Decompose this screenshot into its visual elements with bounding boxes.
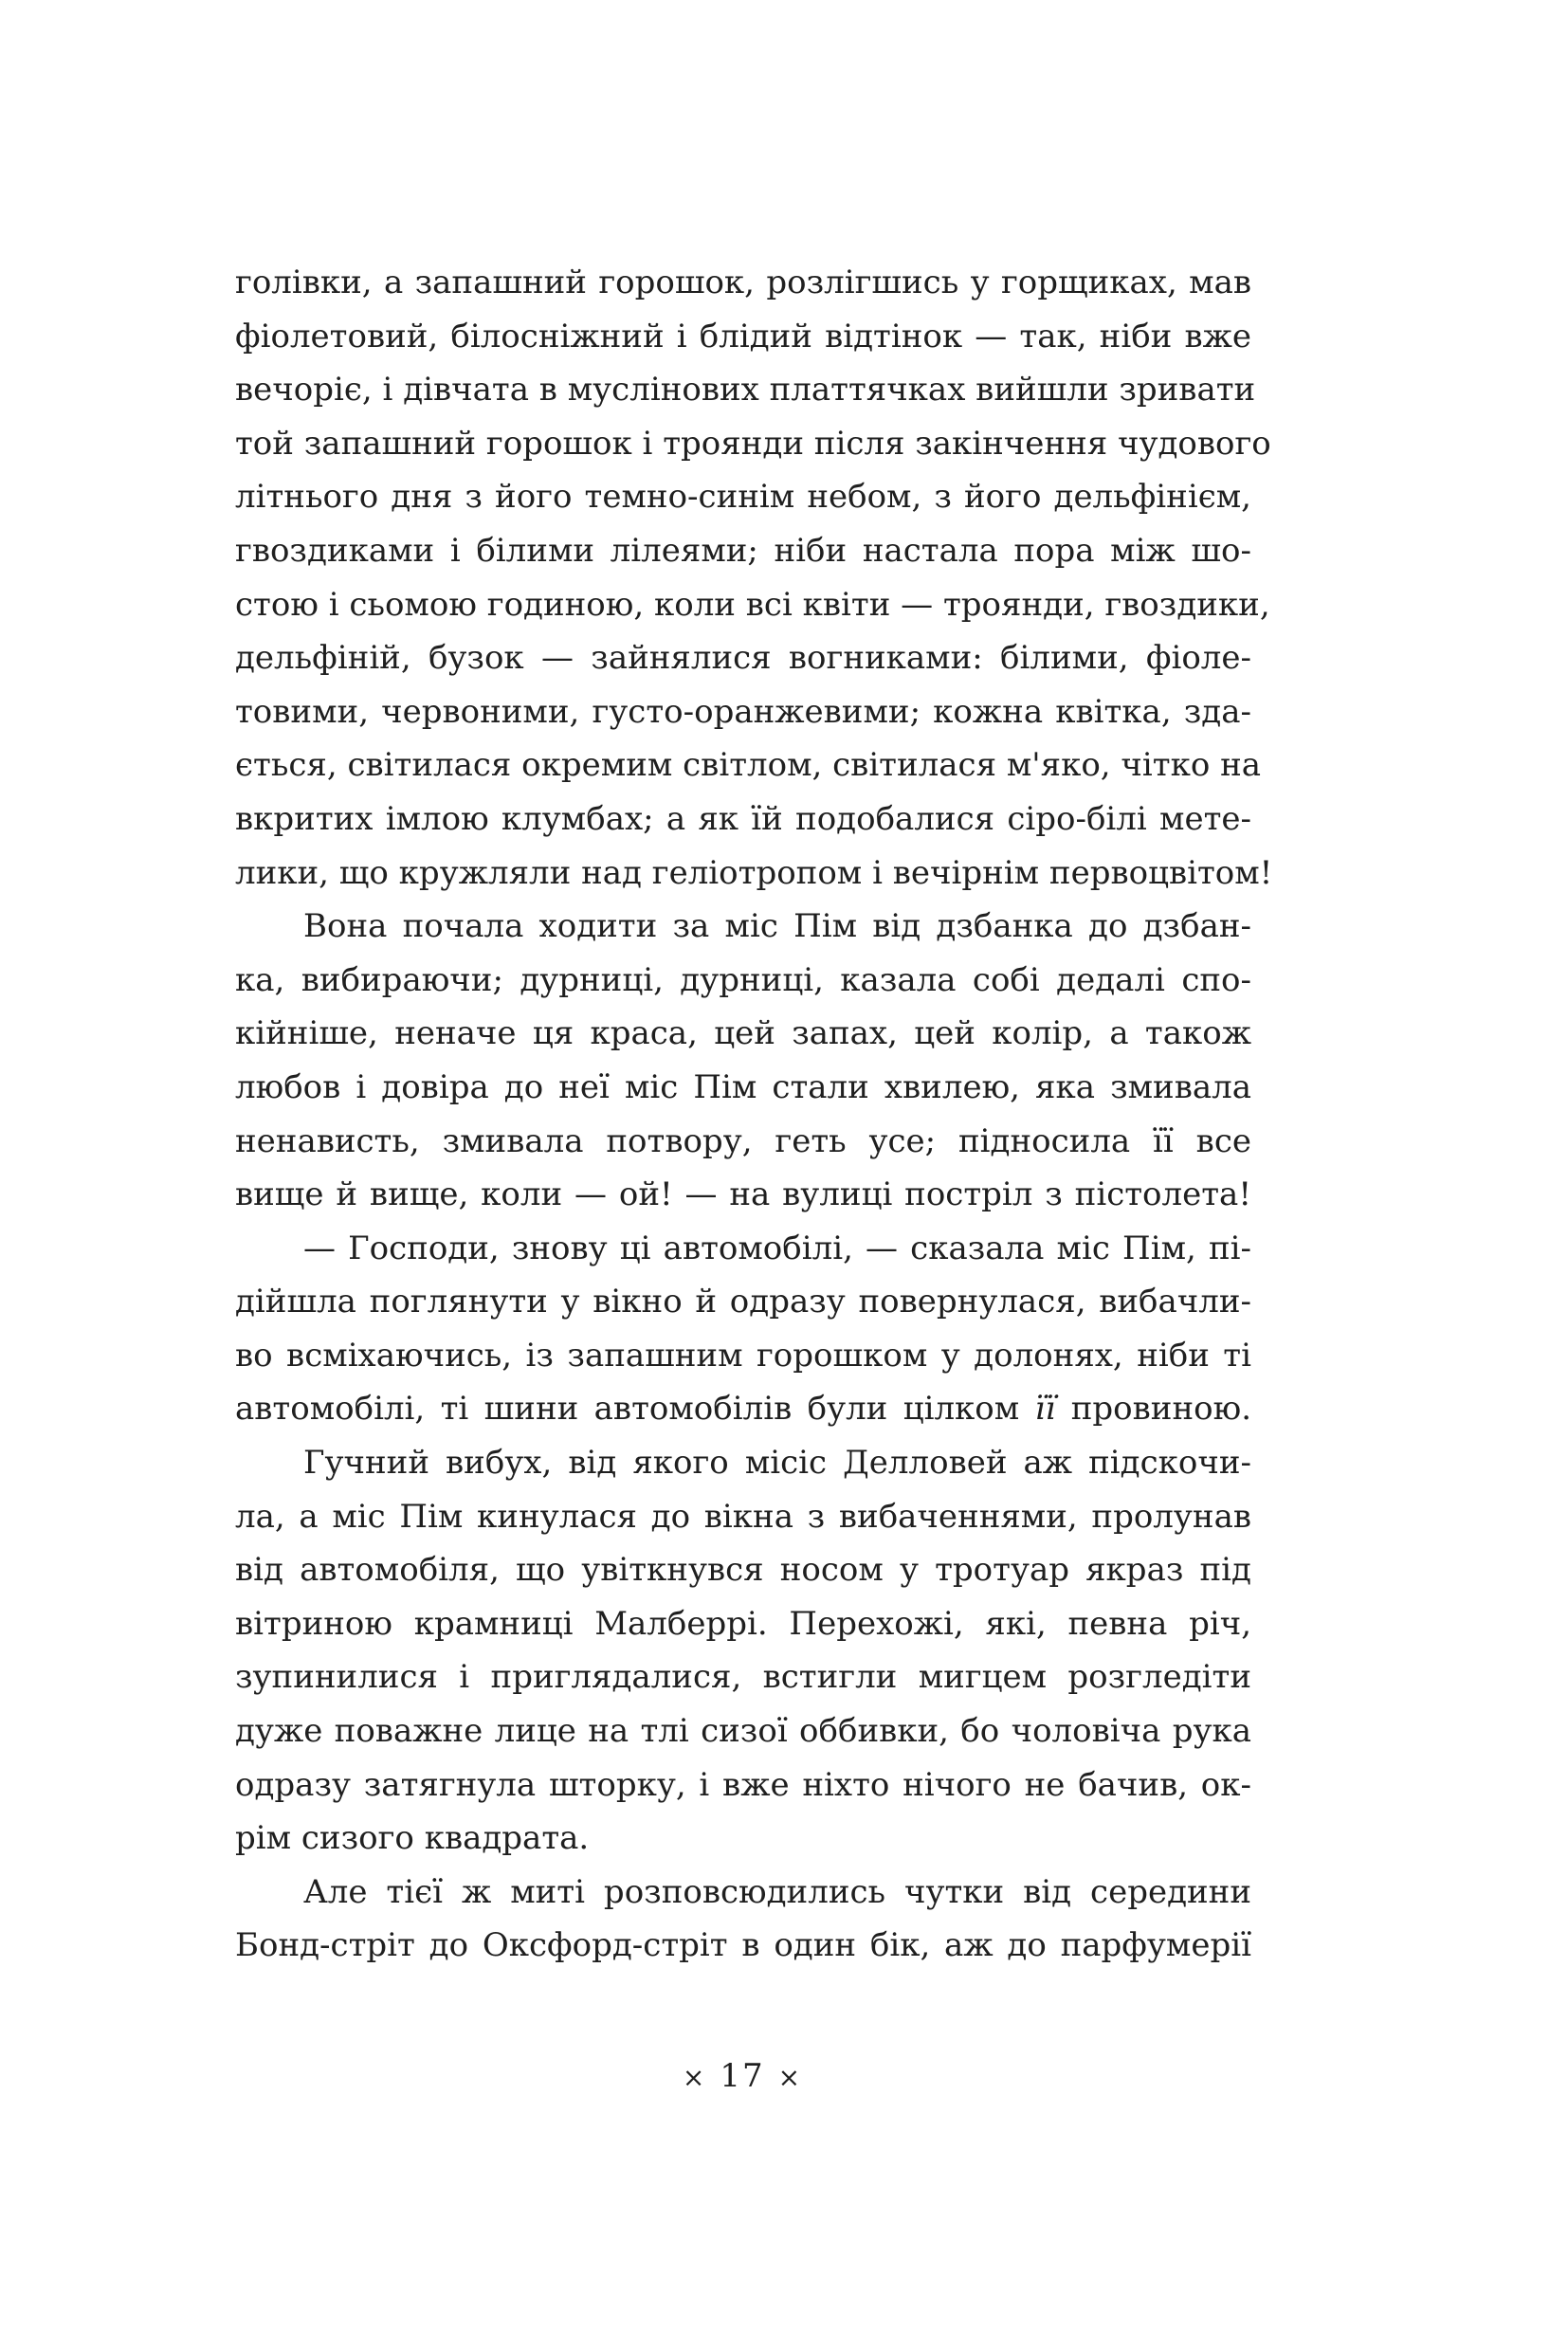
paragraph-start-line: Гучний вибух, від якого місіс Делловей аж підскочи- [303, 1444, 1251, 1483]
text-line: вище й вище, коли — ой! — на вулиці постріл з пістолета! [235, 1175, 1251, 1214]
text-line: від автомобіля, що увіткнувся носом у тротуар якраз під [235, 1551, 1251, 1590]
text-line: лики, що кружляли над геліотропом і вечірнім первоцвітом! [235, 853, 1273, 892]
text-line: любов і довіра до неї міс Пім стали хвилею, яка змивала [235, 1067, 1251, 1106]
text-line: вкритих імлою клумбах; а як їй подобалися сіро-білі мете- [235, 799, 1251, 838]
line-tail: провиною. [1055, 1390, 1251, 1429]
text-line: ла, а міс Пім кинулася до вікна з вибаченнями, пролунав [235, 1497, 1251, 1536]
text-line: кійніше, неначе ця краса, цей запах, цей колір, а також [235, 1014, 1251, 1053]
text-line: стою і сьомою годиною, коли всі квіти — троянди, гвоздики, [235, 585, 1270, 624]
text-line: одразу затягнула шторку, і вже ніхто нічого не бачив, ок- [235, 1765, 1251, 1804]
body-text [235, 256, 1273, 1973]
paragraph-start-line: Але тієї ж миті розповсюдились чутки від середини [303, 1872, 1251, 1911]
ornament-right-icon: × [777, 2062, 803, 2093]
text-line: голівки, а запашний горошок, розлігшись у горщиках, мав [235, 264, 1251, 301]
text-line: ненависть, змивала потвору, геть усе; підносила її все [235, 1121, 1251, 1160]
text-line: зупинилися і приглядалися, встигли мигцем розгледіти [235, 1658, 1251, 1697]
text-line: дуже поважне лице на тлі сизої оббивки, бо чоловіча рука [235, 1712, 1251, 1751]
dialogue-line: — Господи, знову ці автомобілі, — сказала міс Пім, пі- [303, 1229, 1251, 1267]
line-text: автомобілі, ті шини автомобілів були цілком [235, 1390, 1020, 1429]
text-line: Бонд-стріт до Оксфорд-стріт в один бік, аж до парфумерії [235, 1926, 1251, 1965]
text-line: вітриною крамниці Малберрі. Перехожі, які, певна річ, [235, 1604, 1251, 1643]
paragraph-start-line: Вона почала ходити за міс Пім від дзбанка до дзбан- [303, 907, 1251, 946]
italic-word: її [1034, 1390, 1056, 1429]
page-number-footer [0, 2057, 1485, 2095]
text-line: фіолетовий, білосніжний і блідий відтінок — так, ніби вже [235, 317, 1251, 355]
text-line-with-italic [235, 1382, 1251, 1436]
text-line: дійшла поглянути у вікно й одразу повернулася, вибачли- [235, 1283, 1251, 1321]
text-line: той запашний горошок і троянди після закінчення чудового [235, 424, 1271, 463]
text-line: рім сизого квадрата. [235, 1819, 590, 1858]
text-line: вечоріє, і дівчата в муслінових платтячках вийшли зривати [235, 371, 1256, 410]
text-line: во всміхаючись, із запашним горошком у долонях, ніби ті [235, 1336, 1251, 1375]
text-line: дельфіній, бузок — зайнялися вогниками: білими, фіоле- [235, 639, 1251, 678]
text-line: гвоздиками і білими лілеями; ніби настала пора між шо- [235, 531, 1251, 570]
text-line: товими, червоними, густо-оранжевими; кожна квітка, зда- [235, 692, 1251, 731]
ornament-left-icon: × [682, 2062, 707, 2093]
page-number: 17 [720, 2057, 765, 2095]
text-line: літнього дня з його темно-синім небом, з його дельфінієм, [235, 478, 1251, 517]
text-line: ка, вибираючи; дурниці, дурниці, казала собі дедалі спо- [235, 960, 1251, 999]
text-line: ється, світилася окремим світлом, світилася м'яко, чітко на [235, 746, 1262, 785]
